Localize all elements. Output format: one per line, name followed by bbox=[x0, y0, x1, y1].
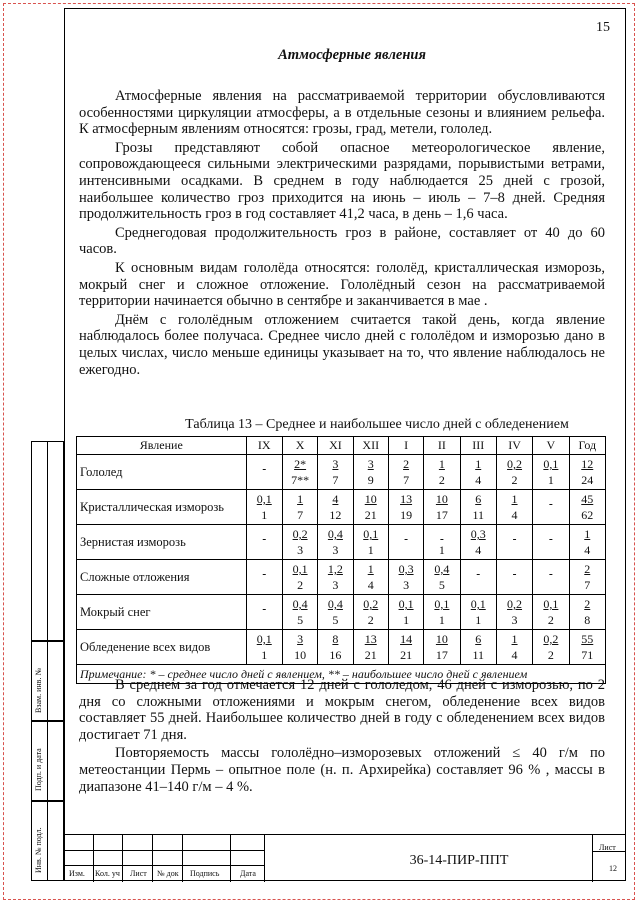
average-value: 0,3 bbox=[470, 527, 486, 541]
max-value: 7 bbox=[584, 578, 591, 592]
average-value bbox=[463, 561, 494, 577]
value-cell bbox=[353, 455, 388, 490]
paragraph: В среднем за год отмечается 12 дней с гололедом, 46 дней с изморозью, по 2 дня со сложными отложениями и мокрым снегом, обледенение всех видов составляет 55 дней. Наибольшее количество дней в году с обледенением всех видов достигает 71 дня. bbox=[79, 677, 605, 743]
max-value: 2 bbox=[547, 648, 554, 662]
value-cell bbox=[496, 455, 532, 490]
header-cell: II bbox=[424, 437, 460, 455]
max-value: 4 bbox=[511, 648, 518, 662]
average-value bbox=[249, 456, 280, 472]
stamp-label: Дата bbox=[240, 869, 256, 878]
value-cell bbox=[533, 560, 569, 595]
max-value: 3 bbox=[403, 578, 410, 592]
max-value: 8 bbox=[584, 613, 591, 627]
average-value: 0,1 bbox=[470, 597, 486, 611]
phenomenon-name: Кристаллическая изморозь bbox=[77, 490, 247, 525]
max-value: 16 bbox=[329, 648, 342, 662]
title-block-stamp bbox=[64, 834, 626, 882]
phenomenon-name: Сложные отложения bbox=[77, 560, 247, 595]
value-cell bbox=[569, 490, 605, 525]
average-value bbox=[499, 561, 530, 577]
average-value: 2 bbox=[584, 597, 591, 611]
stamp-label: Подпись bbox=[190, 869, 220, 878]
max-value bbox=[535, 577, 566, 593]
average-value: 0,4 bbox=[292, 597, 308, 611]
sheet-label: Лист bbox=[599, 843, 616, 852]
value-cell bbox=[496, 490, 532, 525]
max-value: 3 bbox=[511, 613, 518, 627]
value-cell bbox=[569, 525, 605, 560]
average-value: 1 bbox=[511, 492, 518, 506]
max-value: 11 bbox=[472, 508, 484, 522]
average-value: 0,4 bbox=[434, 562, 450, 576]
value-cell bbox=[318, 525, 353, 560]
max-value bbox=[249, 612, 280, 628]
average-value: 8 bbox=[332, 632, 339, 646]
icing-days-table bbox=[76, 436, 606, 684]
header-cell: X bbox=[282, 437, 317, 455]
max-value bbox=[249, 577, 280, 593]
value-cell bbox=[460, 455, 496, 490]
value-cell bbox=[533, 525, 569, 560]
value-cell bbox=[424, 560, 460, 595]
max-value: 19 bbox=[400, 508, 413, 522]
max-value: 5 bbox=[297, 613, 304, 627]
paragraph: Грозы представляют собой опасное метеорологическое явление, сопровождающееся сильными электрическими разрядами, порывистыми ветрами, интенсивными осадками. В среднем в году наблюдается 25 дней с грозой, наибольшее количество гроз приходится на июнь – июль – 7–8 дней. Средняя продолжительность гроз в год составляет 41,2 часа, в день – 1,6 часа. bbox=[79, 139, 605, 223]
bottom-paragraphs bbox=[79, 677, 605, 795]
value-cell bbox=[424, 630, 460, 665]
table-row bbox=[77, 560, 606, 595]
value-cell bbox=[460, 560, 496, 595]
value-cell bbox=[496, 630, 532, 665]
value-cell bbox=[533, 490, 569, 525]
value-cell bbox=[318, 455, 353, 490]
value-cell bbox=[496, 560, 532, 595]
value-cell bbox=[282, 630, 317, 665]
average-value: 1,2 bbox=[327, 562, 343, 576]
max-value: 7** bbox=[291, 473, 310, 487]
average-value: 4 bbox=[332, 492, 339, 506]
max-value: 17 bbox=[435, 648, 448, 662]
value-cell bbox=[496, 595, 532, 630]
max-value: 71 bbox=[581, 648, 594, 662]
max-value: 4 bbox=[475, 543, 482, 557]
section-title: Атмосферные явления bbox=[278, 47, 426, 63]
value-cell bbox=[460, 595, 496, 630]
value-cell bbox=[569, 595, 605, 630]
max-value: 2 bbox=[511, 473, 518, 487]
header-cell: I bbox=[388, 437, 423, 455]
value-cell bbox=[282, 560, 317, 595]
max-value: 5 bbox=[438, 578, 445, 592]
value-cell bbox=[282, 455, 317, 490]
average-value: 1 bbox=[511, 632, 518, 646]
value-cell bbox=[388, 560, 423, 595]
max-value: 17 bbox=[435, 508, 448, 522]
average-value: 3 bbox=[332, 457, 339, 471]
paragraph: Повторяемость массы гололёдно–изморозевых отложений ≤ 40 г/м по метеостанции Пермь – опытное поле (н. п. Архирейка) составляет 96 % , массы в диапазоне 41–140 г/м – 4 %. bbox=[79, 745, 605, 795]
average-value: 13 bbox=[364, 632, 377, 646]
average-value: 0,2 bbox=[507, 597, 523, 611]
table-row bbox=[77, 490, 606, 525]
max-value: 21 bbox=[364, 508, 377, 522]
table-row bbox=[77, 595, 606, 630]
table-row bbox=[77, 525, 606, 560]
value-cell bbox=[460, 490, 496, 525]
average-value bbox=[499, 526, 530, 542]
average-value: 0,2 bbox=[543, 632, 559, 646]
average-value: 13 bbox=[400, 492, 413, 506]
value-cell bbox=[569, 560, 605, 595]
header-cell: Год bbox=[569, 437, 605, 455]
side-label-vzam: Взам. инв. № bbox=[34, 667, 43, 713]
average-value bbox=[249, 526, 280, 542]
max-value bbox=[249, 542, 280, 558]
max-value: 62 bbox=[581, 508, 594, 522]
average-value: 1 bbox=[297, 492, 304, 506]
value-cell bbox=[282, 595, 317, 630]
side-stamp-strip bbox=[31, 441, 64, 881]
average-value bbox=[535, 561, 566, 577]
header-cell: XI bbox=[318, 437, 353, 455]
value-cell bbox=[353, 630, 388, 665]
header-cell: Явление bbox=[77, 437, 247, 455]
value-cell bbox=[318, 560, 353, 595]
average-value: 2 bbox=[403, 457, 410, 471]
side-cell bbox=[31, 441, 48, 641]
max-value bbox=[499, 577, 530, 593]
average-value bbox=[426, 526, 457, 542]
max-value bbox=[249, 472, 280, 488]
average-value bbox=[391, 526, 421, 542]
average-value: 55 bbox=[581, 632, 594, 646]
average-value: 6 bbox=[475, 492, 482, 506]
max-value: 4 bbox=[475, 473, 482, 487]
max-value: 7 bbox=[332, 473, 339, 487]
average-value: 0,2 bbox=[363, 597, 379, 611]
average-value: 0,1 bbox=[363, 527, 379, 541]
average-value: 10 bbox=[364, 492, 377, 506]
value-cell bbox=[569, 455, 605, 490]
value-cell bbox=[388, 455, 423, 490]
stamp-label: Кол. уч bbox=[95, 869, 120, 878]
max-value bbox=[535, 507, 566, 523]
average-value: 0,1 bbox=[543, 457, 559, 471]
phenomenon-name: Гололед bbox=[77, 455, 247, 490]
paragraph: Среднегодовая продолжительность гроз в районе, составляет от 40 до 60 часов. bbox=[79, 224, 605, 258]
average-value: 1 bbox=[584, 527, 591, 541]
phenomenon-name: Обледенение всех видов bbox=[77, 630, 247, 665]
value-cell bbox=[424, 455, 460, 490]
max-value: 12 bbox=[329, 508, 342, 522]
max-value: 2 bbox=[547, 613, 554, 627]
max-value: 21 bbox=[364, 648, 377, 662]
table-row bbox=[77, 455, 606, 490]
average-value: 12 bbox=[581, 457, 594, 471]
average-value: 14 bbox=[400, 632, 413, 646]
value-cell bbox=[533, 455, 569, 490]
average-value: 0,1 bbox=[292, 562, 308, 576]
max-value: 3 bbox=[332, 578, 339, 592]
max-value: 5 bbox=[332, 613, 339, 627]
max-value: 1 bbox=[403, 613, 410, 627]
max-value: 1 bbox=[547, 473, 554, 487]
header-cell: IV bbox=[496, 437, 532, 455]
phenomenon-name: Зернистая изморозь bbox=[77, 525, 247, 560]
average-value bbox=[535, 526, 566, 542]
max-value: 3 bbox=[332, 543, 339, 557]
value-cell bbox=[282, 490, 317, 525]
paragraph: Днём с гололёдным отложением считается такой день, когда явление наблюдалось более получаса. Среднее число дней с гололёдом и изморозью дано в целых числах, число меньше единицы указывает на то, что явление наблюдалось не ежегодно. bbox=[79, 311, 605, 378]
value-cell bbox=[388, 525, 423, 560]
value-cell bbox=[246, 490, 282, 525]
table-row bbox=[77, 630, 606, 665]
table-caption: Таблица 13 – Среднее и наибольшее число дней с обледенением bbox=[185, 417, 569, 432]
average-value: 3 bbox=[297, 632, 304, 646]
max-value: 9 bbox=[367, 473, 374, 487]
value-cell bbox=[353, 595, 388, 630]
average-value bbox=[535, 491, 566, 507]
max-value: 3 bbox=[297, 543, 304, 557]
average-value: 1 bbox=[438, 457, 445, 471]
average-value: 10 bbox=[435, 492, 448, 506]
average-value: 1 bbox=[475, 457, 482, 471]
value-cell bbox=[282, 525, 317, 560]
average-value: 45 bbox=[581, 492, 594, 506]
max-value: 21 bbox=[400, 648, 413, 662]
paragraph: Атмосферные явления на рассматриваемой территории обусловливаются особенностями циркуляции атмосферы, а в отдельные сезоны и влиянием рельефа. К атмосферным явлениям относятся: грозы, град, метели, гололед. bbox=[79, 88, 605, 138]
average-value bbox=[249, 561, 280, 577]
max-value: 4 bbox=[584, 543, 591, 557]
header-cell: XII bbox=[353, 437, 388, 455]
page-number: 15 bbox=[596, 20, 610, 35]
value-cell bbox=[353, 525, 388, 560]
value-cell bbox=[318, 595, 353, 630]
value-cell bbox=[388, 630, 423, 665]
max-value: 1 bbox=[475, 613, 482, 627]
value-cell bbox=[388, 490, 423, 525]
value-cell bbox=[569, 630, 605, 665]
phenomenon-name: Мокрый снег bbox=[77, 595, 247, 630]
average-value: 1 bbox=[367, 562, 374, 576]
header-cell: III bbox=[460, 437, 496, 455]
side-label-inv: Инв. № подл. bbox=[34, 827, 43, 873]
average-value: 0,2 bbox=[292, 527, 308, 541]
value-cell bbox=[246, 525, 282, 560]
max-value bbox=[391, 542, 421, 558]
max-value bbox=[535, 542, 566, 558]
max-value: 1 bbox=[367, 543, 374, 557]
average-value: 0,1 bbox=[256, 492, 272, 506]
header-cell: IX bbox=[246, 437, 282, 455]
top-paragraphs bbox=[79, 88, 605, 378]
stamp-label: Лист bbox=[130, 869, 147, 878]
value-cell bbox=[388, 595, 423, 630]
average-value: 10 bbox=[435, 632, 448, 646]
value-cell bbox=[246, 455, 282, 490]
value-cell bbox=[318, 490, 353, 525]
value-cell bbox=[246, 560, 282, 595]
max-value: 4 bbox=[511, 508, 518, 522]
max-value: 1 bbox=[261, 508, 268, 522]
side-label-podp: Подп. и дата bbox=[34, 748, 43, 791]
max-value: 7 bbox=[297, 508, 304, 522]
max-value bbox=[499, 542, 530, 558]
average-value: 0,1 bbox=[543, 597, 559, 611]
value-cell bbox=[353, 560, 388, 595]
average-value: 2 bbox=[584, 562, 591, 576]
value-cell bbox=[460, 630, 496, 665]
value-cell bbox=[246, 595, 282, 630]
average-value: 2* bbox=[294, 457, 307, 471]
max-value: 1 bbox=[438, 613, 445, 627]
average-value: 0,4 bbox=[327, 527, 343, 541]
table-note: Примечание: * – среднее число дней с явлением, ** – наибольшее число дней с явлением bbox=[77, 665, 606, 684]
max-value: 1 bbox=[261, 648, 268, 662]
max-value bbox=[463, 577, 494, 593]
average-value bbox=[249, 596, 280, 612]
max-value: 2 bbox=[297, 578, 304, 592]
value-cell bbox=[318, 630, 353, 665]
max-value: 24 bbox=[581, 473, 594, 487]
max-value: 10 bbox=[294, 648, 307, 662]
value-cell bbox=[533, 630, 569, 665]
max-value: 2 bbox=[438, 473, 445, 487]
value-cell bbox=[424, 595, 460, 630]
average-value: 3 bbox=[367, 457, 374, 471]
average-value: 0,4 bbox=[327, 597, 343, 611]
average-value: 0,3 bbox=[398, 562, 414, 576]
value-cell bbox=[424, 490, 460, 525]
table-header-row bbox=[77, 437, 606, 455]
max-value: 2 bbox=[367, 613, 374, 627]
max-value: 1 bbox=[438, 543, 445, 557]
value-cell bbox=[353, 490, 388, 525]
max-value: 7 bbox=[403, 473, 410, 487]
max-value: 4 bbox=[367, 578, 374, 592]
sheet-number: 12 bbox=[609, 864, 617, 873]
paragraph: К основным видам гололёда относятся: гололёд, кристаллическая изморозь, мокрый снег и сложное отложение. Гололёдный сезон на рассматриваемой территории начинается обычно в сентябре и заканчивается в мае . bbox=[79, 259, 605, 310]
average-value: 6 bbox=[475, 632, 482, 646]
header-cell: V bbox=[533, 437, 569, 455]
average-value: 0,1 bbox=[398, 597, 414, 611]
value-cell bbox=[496, 525, 532, 560]
value-cell bbox=[533, 595, 569, 630]
value-cell bbox=[424, 525, 460, 560]
average-value: 0,1 bbox=[434, 597, 450, 611]
max-value: 11 bbox=[472, 648, 484, 662]
stamp-label: № док bbox=[157, 869, 179, 878]
stamp-label: Изм. bbox=[69, 869, 85, 878]
document-code: 36-14-ПИР-ППТ bbox=[409, 853, 509, 868]
value-cell bbox=[460, 525, 496, 560]
average-value: 0,2 bbox=[507, 457, 523, 471]
average-value: 0,1 bbox=[256, 632, 272, 646]
value-cell bbox=[246, 630, 282, 665]
